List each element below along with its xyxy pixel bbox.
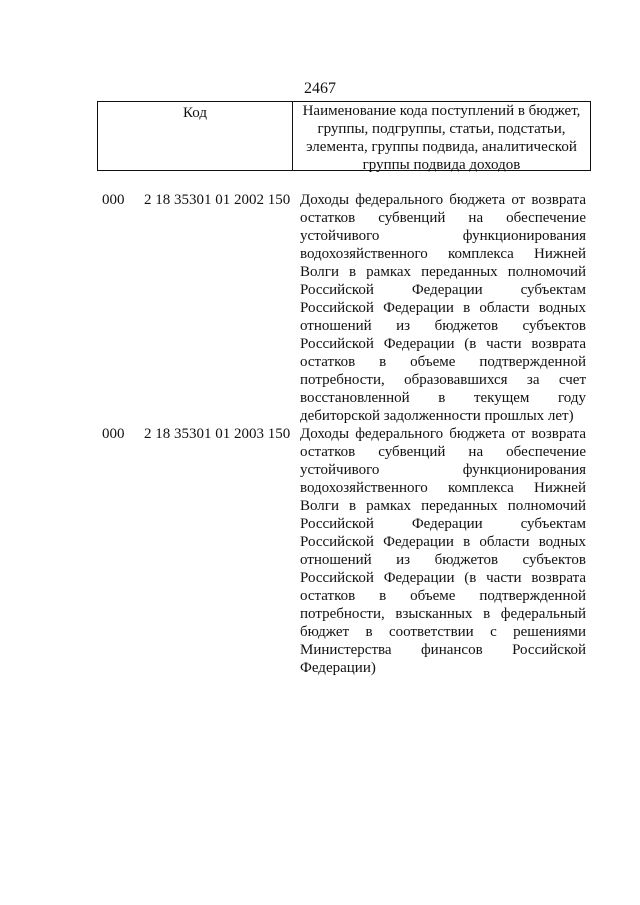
budget-code: 2 18 35301 01 2003 150 (144, 426, 291, 442)
header-code-column: Код (98, 102, 293, 170)
page-number: 2467 (304, 80, 336, 97)
income-codes-list (0, 191, 640, 677)
admin-code: 000 (102, 426, 125, 442)
income-description: Доходы федерального бюджета от возврата остатков субвенций на обеспечение устойчивого функционирования водохозяйственного комплекса Нижней Волги в рамках переданных полномочий Российской Федерации субъектам Российской Федерации в области водных отношений из бюджетов субъектов Российской Федерации (в части возврата остатков в объеме подтвержденной потребности, взысканных в федеральный бюджет в соответствии с решениями Министерства финансов Российской Федерации) (300, 426, 586, 676)
table-row (0, 191, 640, 425)
income-description: Доходы федерального бюджета от возврата остатков субвенций на обеспечение устойчивого функционирования водохозяйственного комплекса Нижней Волги в рамках переданных полномочий Российской Федерации субъектам Российской Федерации в области водных отношений из бюджетов субъектов Российской Федерации (в части возврата остатков в объеме подтвержденной потребности, образовавшихся за счет восстановленной в текущем году дебиторской задолженности прошлых лет) (300, 192, 586, 424)
table-header (97, 101, 591, 171)
table-row (0, 425, 640, 677)
budget-code: 2 18 35301 01 2002 150 (144, 192, 291, 208)
admin-code: 000 (102, 192, 125, 208)
header-name-column: Наименование кода поступлений в бюджет, группы, подгруппы, статьи, подстатьи, элемента, группы подвида, аналитической группы подвида доходов (302, 103, 581, 173)
